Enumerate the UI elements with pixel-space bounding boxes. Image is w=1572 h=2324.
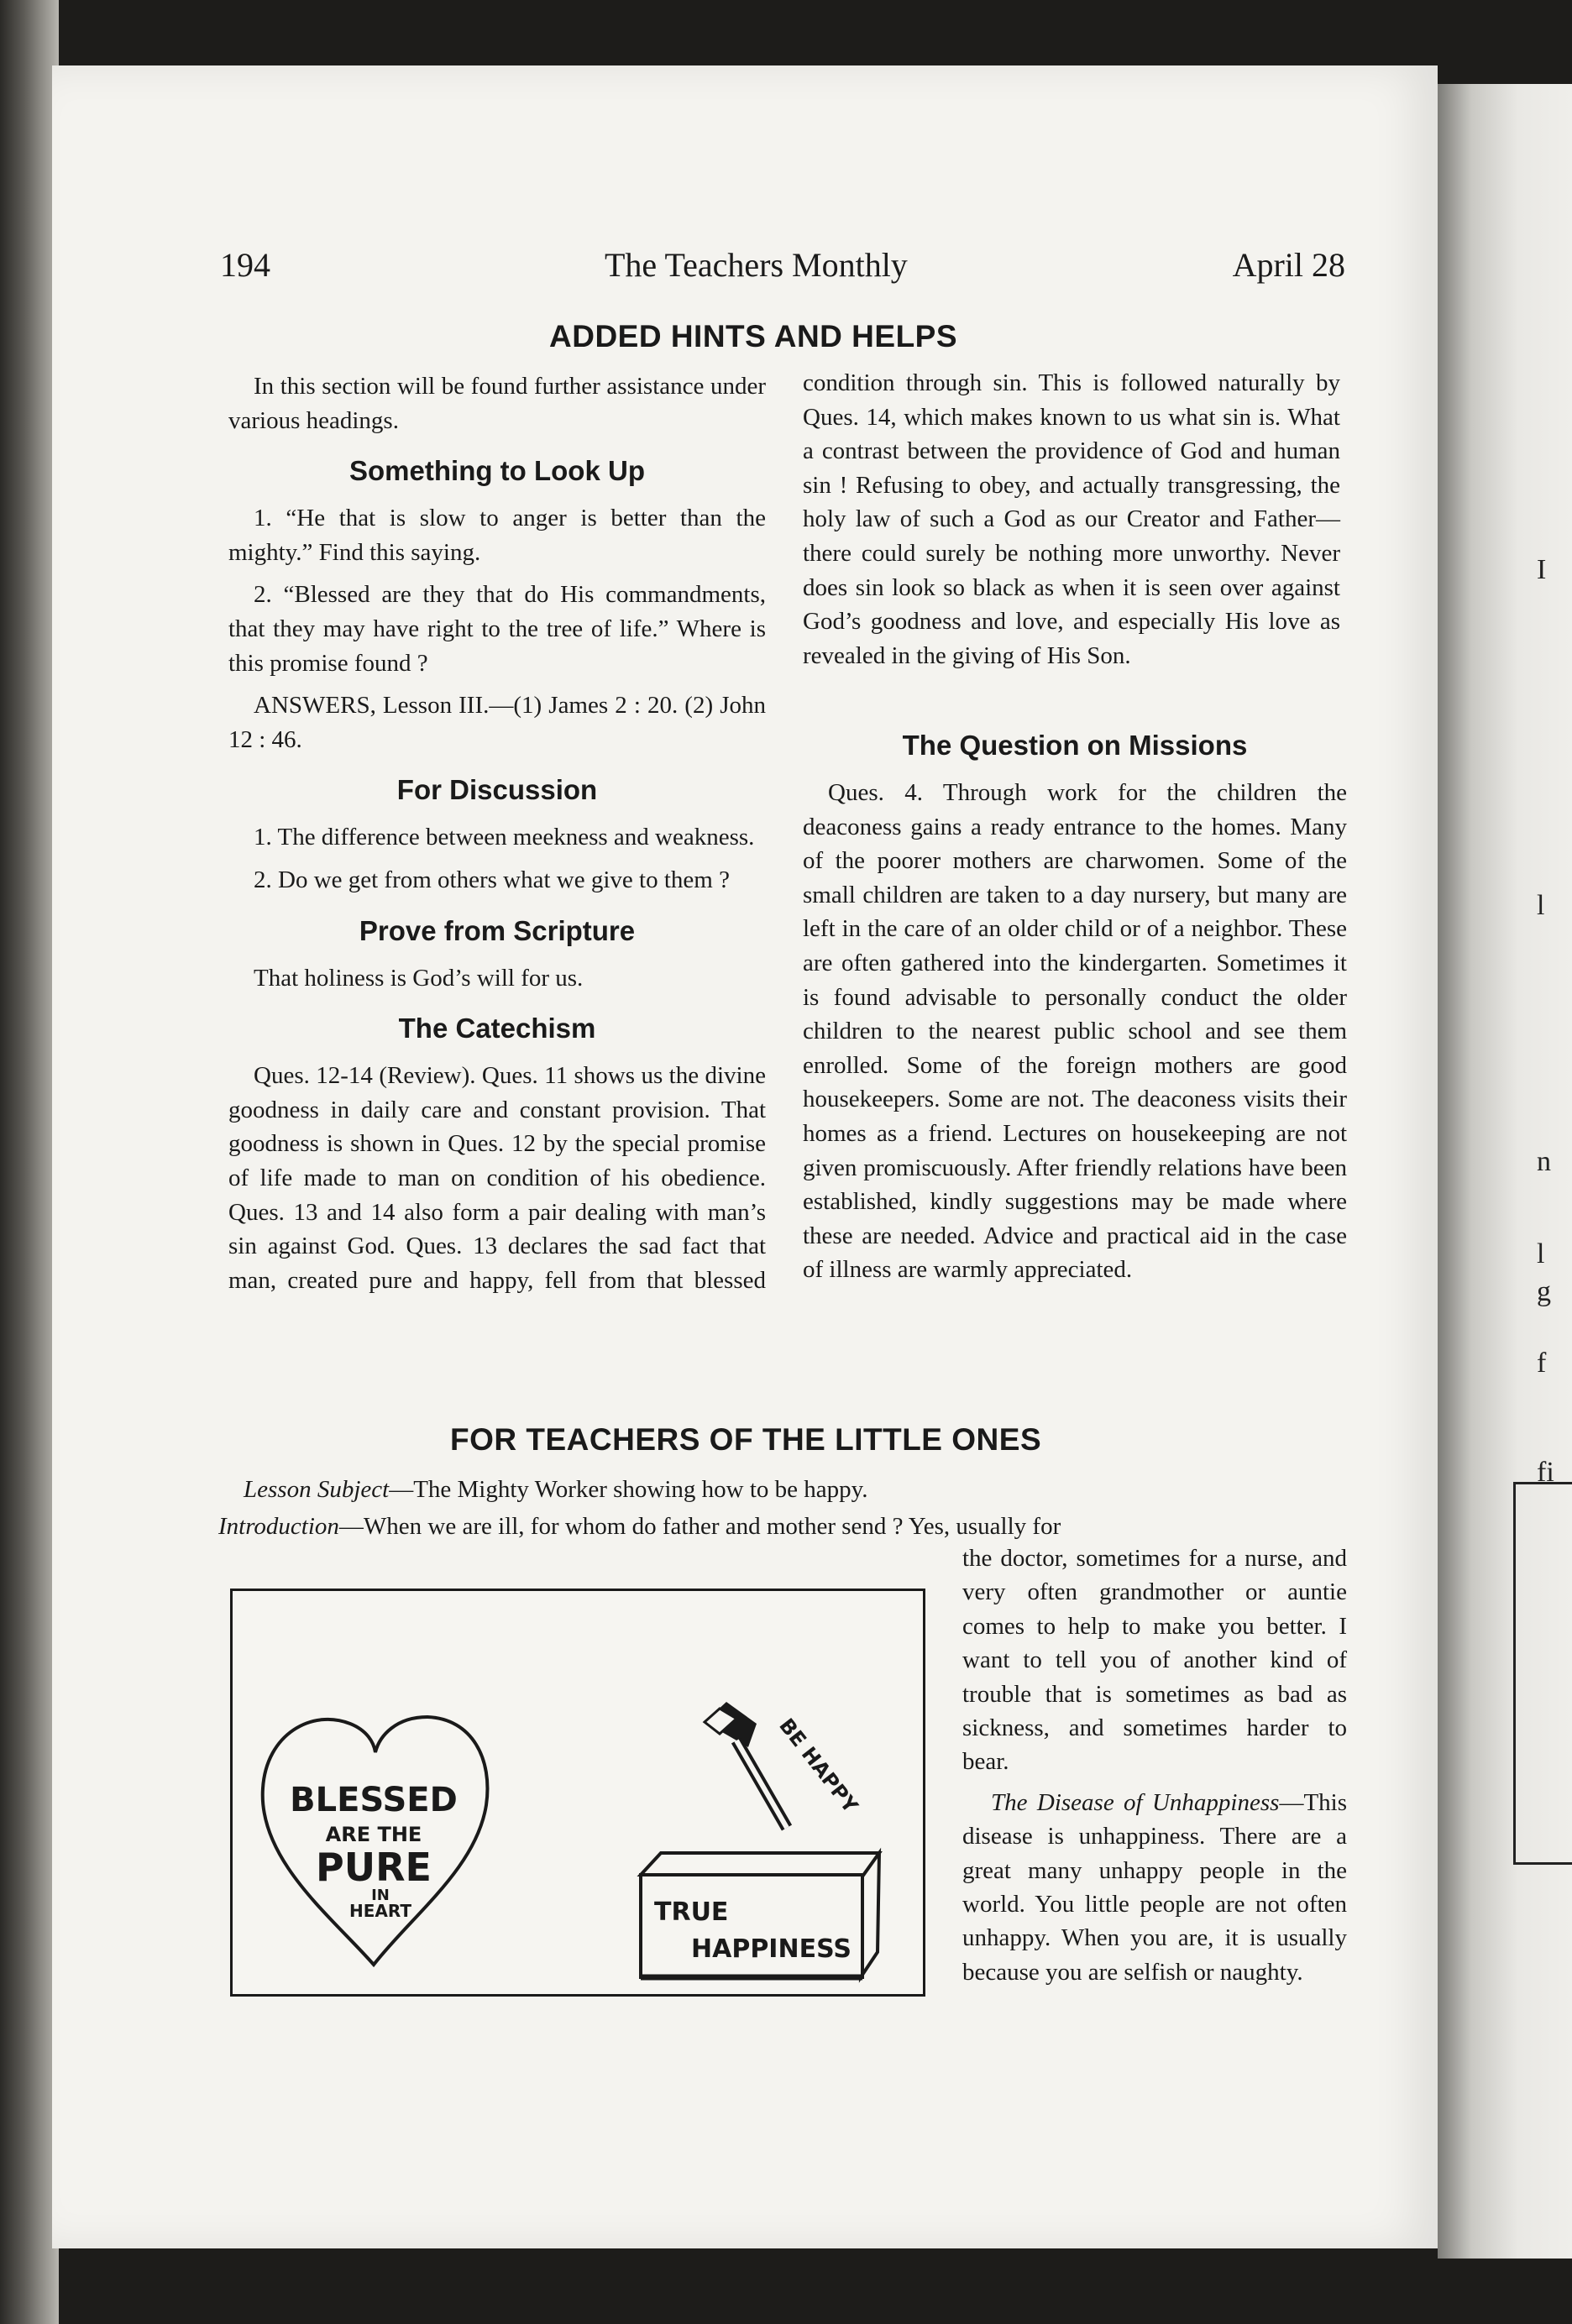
lesson-subject-label: Lesson Subject [244, 1476, 390, 1503]
section-title: ADDED HINTS AND HELPS [549, 319, 958, 353]
intro-paragraph: In this section will be found further assistance under various headings. [228, 373, 766, 434]
facing-page-edge [1438, 84, 1572, 2259]
heading-missions: The Question on Missions [902, 730, 1248, 761]
heart-text-in: IN [371, 1887, 390, 1904]
look-up-question-1: 1. “He that is slow to anger is better than the mighty.” Find this saying. [228, 505, 766, 566]
right-column [803, 366, 1347, 1295]
issue-date: April 28 [1232, 246, 1345, 284]
heart-text-blessed: BLESSED [290, 1781, 458, 1819]
disease-paragraph [962, 1786, 1347, 1989]
heading-look-up: Something to Look Up [349, 455, 645, 487]
facing-page-fragment: I [1537, 554, 1547, 585]
disease-text: —This disease is unhappiness. There are a great many unhappy people in the world. You little people are not often unhappy. When you are, it is usually because you are selfish or naughty. [962, 1788, 1347, 1986]
facing-page-fragment: l [1537, 890, 1545, 921]
catechism-continued [803, 366, 1347, 712]
heading-catechism: The Catechism [398, 1013, 596, 1044]
disease-label: The Disease of Unhappiness [991, 1788, 1280, 1816]
introduction-text: —When we are ill, for whom do father and mother send ? Yes, usually for [338, 1513, 1061, 1540]
little-ones-column [962, 1541, 1347, 1996]
facing-page-fragment: fi [1537, 1457, 1554, 1488]
lesson-intro [218, 1471, 1348, 1545]
facing-page-fragment: f [1537, 1348, 1547, 1379]
look-up-question-2: 2. “Blessed are they that do His commandments, that they may have right to the tree of life.” Where is this promise found ? [228, 581, 766, 677]
lesson-subject-text: —The Mighty Worker showing how to be happy. [389, 1476, 868, 1503]
heart-text-heart: HEART [348, 1901, 412, 1921]
catechism-text: Ques. 12-14 (Review). Ques. 11 shows us the divine goodness in daily care and constant provision. That goodness is shown in Ques. 12 by the special promise of life made to man on condition of his obedience. Ques. 13 and 14 also form a pair dealing with man’s sin against God. Ques. 13 declares the sad fact that man, created pure and happy, fell from that blessed [228, 1062, 766, 1294]
left-column [228, 369, 766, 1311]
journal-title: The Teachers Monthly [605, 246, 908, 284]
prove-text: That holiness is God’s will for us. [254, 964, 584, 992]
facing-page-fragment: g [1537, 1276, 1551, 1307]
discussion-item-2: 2. Do we get from others what we give to them ? [254, 866, 730, 893]
hammer-icon [705, 1702, 787, 1828]
running-head [220, 245, 1345, 296]
book-edge-left [0, 0, 59, 2324]
little-ones-title: FOR TEACHERS OF THE LITTLE ONES [450, 1422, 1042, 1457]
introduction-label: Introduction [218, 1513, 339, 1540]
facing-page-fragment: n [1537, 1146, 1551, 1177]
heart-text-are-the: ARE THE [325, 1823, 422, 1846]
hammer-text: BE HAPPY [774, 1714, 862, 1818]
block-text-happiness: HAPPINESS [691, 1934, 852, 1964]
heart-text-pure: PURE [316, 1845, 432, 1890]
catechism-text-continued: condition through sin. This is followed naturally by Ques. 14, which makes known to us what sin is. What a contrast between the providence of God and human sin ! Refusing to obey, and actually transgressing, the holy law of such a God as our Creator and Father—there could surely be nothing more unworthy. Never does sin look so black as when it is seen over against God’s goodness and love, and especially His love as revealed in the giving of His Son. [803, 369, 1340, 669]
block-text-true: TRUE [654, 1897, 729, 1927]
facing-page-fragment: l [1537, 1238, 1545, 1269]
illustration-box [230, 1589, 925, 1997]
heading-discussion: For Discussion [396, 774, 598, 806]
introduction-continued: the doctor, sometimes for a nurse, and very often grandmother or auntie comes to help to make you better. I want to tell you of another kind of trouble that is sometimes as bad as sickness, and sometimes harder to bear. [962, 1545, 1347, 1776]
lesson-subject [244, 1471, 1348, 1508]
illustration-drawing [233, 1591, 923, 1994]
discussion-item-1: 1. The difference between meekness and weakness. [254, 824, 755, 851]
page-number: 194 [220, 246, 270, 284]
answers: ANSWERS, Lesson III.—(1) James 2 : 20. (2) John 12 : 46. [228, 692, 766, 753]
missions-text: Ques. 4. Through work for the children the deaconess gains a ready entrance to the homes. Many of the poorer mothers are charwomen. Some of the small children are taken to a day nursery, but many are left in the care of an older child or of a neighbor. These are often gathered into the kindergarten. Sometimes it is found advisable to personally conduct the older children to the nearest public school and see them enrolled. Some of the foreign mothers are good housekeepers. Some are not. The deaconess visits their homes as a friend. Lectures on housekeeping are not given promiscuously. After friendly relations have been established, kindly suggestions may be made where these are needed. Advice and practical aid in the case of illness are warmly appreciated. [803, 779, 1347, 1284]
heading-prove: Prove from Scripture [359, 914, 636, 946]
facing-page-box [1513, 1482, 1572, 1865]
lesson-introduction [218, 1508, 1348, 1545]
